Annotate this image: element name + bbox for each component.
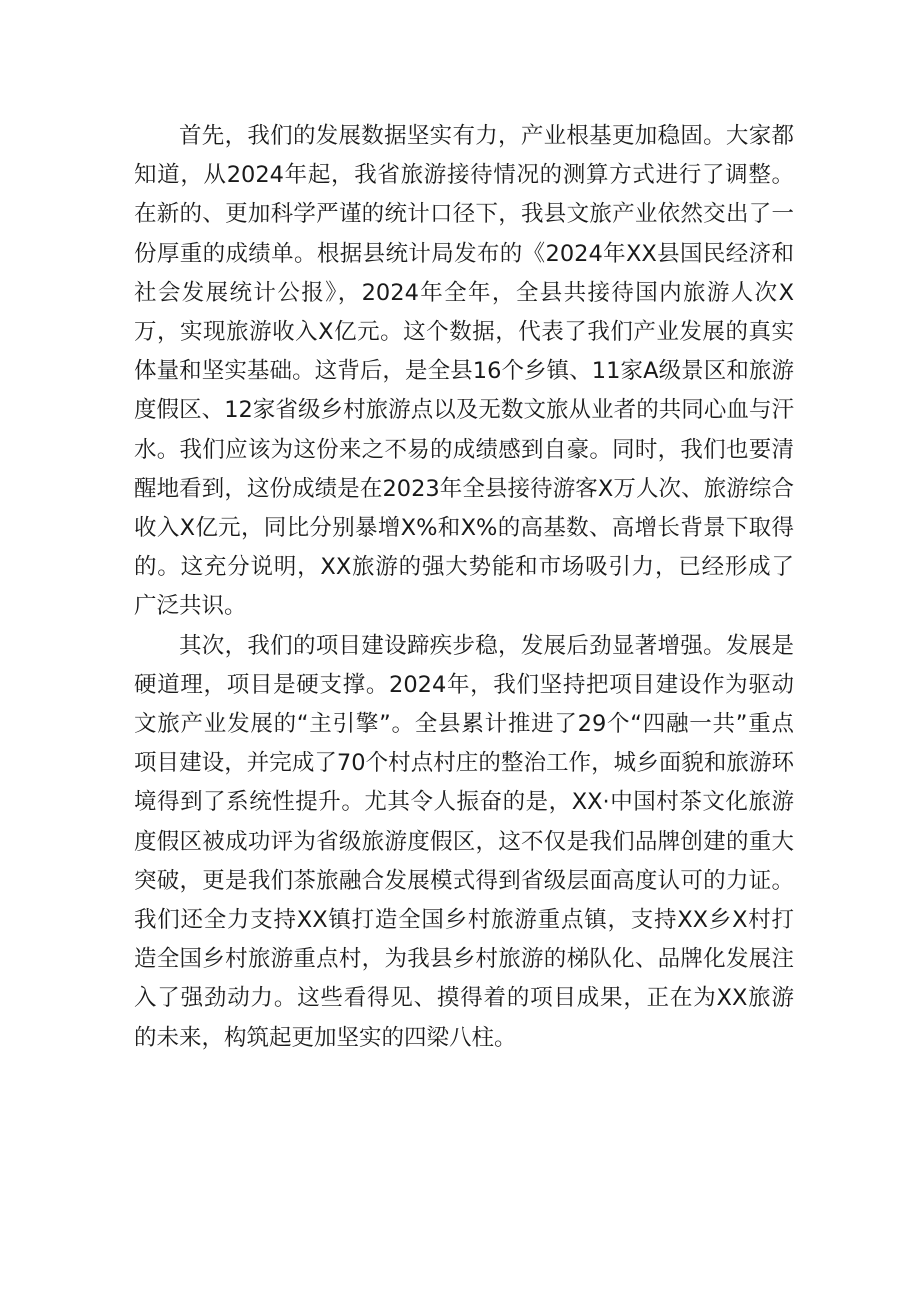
paragraph-development-data: 首先，我们的发展数据坚实有力，产业根基更加稳固。大家都知道，从2024年起，我省旅游接待情况的测算方式进行了调整。在新的、更加科学严谨的统计口径下，我县文旅产业依然交出了一份厚重的成绩单。根据县统计局发布的《2024年XX县国民经济和社会发展统计公报》，2024年全年，全县共接待国内旅游人次X万，实现旅游收入X亿元。这个数据，代表了我们产业发展的真实体量和坚实基础。这背后，是全县16个乡镇、11家A级景区和旅游度假区、12家省级乡村旅游点以及无数文旅从业者的共同心血与汗水。我们应该为这份来之不易的成绩感到自豪。同时，我们也要清醒地看到，这份成绩是在2023年全县接待游客X万人次、旅游综合收入X亿元，同比分别暴增X%和X%的高基数、高增长背景下取得的。这充分说明，XX旅游的强大势能和市场吸引力，已经形成了广泛共识。 <box>134 123 794 620</box>
paragraph-project-construction: 其次，我们的项目建设蹄疾步稳，发展后劲显著增强。发展是硬道理，项目是硬支撑。2024年，我们坚持把项目建设作为驱动文旅产业发展的“主引擎”。全县累计推进了29个“四融一共”重点项目建设，并完成了70个村点村庄的整治工作，城乡面貌和旅游环境得到了系统性提升。尤其令人振奋的是，XX·中国村茶文化旅游度假区被成功评为省级旅游度假区，这不仅是我们品牌创建的重大突破，更是我们茶旅融合发展模式得到省级层面高度认可的力证。我们还全力支持XX镇打造全国乡村旅游重点镇，支持XX乡X村打造全国乡村旅游重点村，为我县乡村旅游的梯队化、品牌化发展注入了强劲动力。这些看得见、摸得着的项目成果，正在为XX旅游的未来，构筑起更加坚实的四梁八柱。 <box>134 632 794 1051</box>
document-body <box>134 117 794 1058</box>
